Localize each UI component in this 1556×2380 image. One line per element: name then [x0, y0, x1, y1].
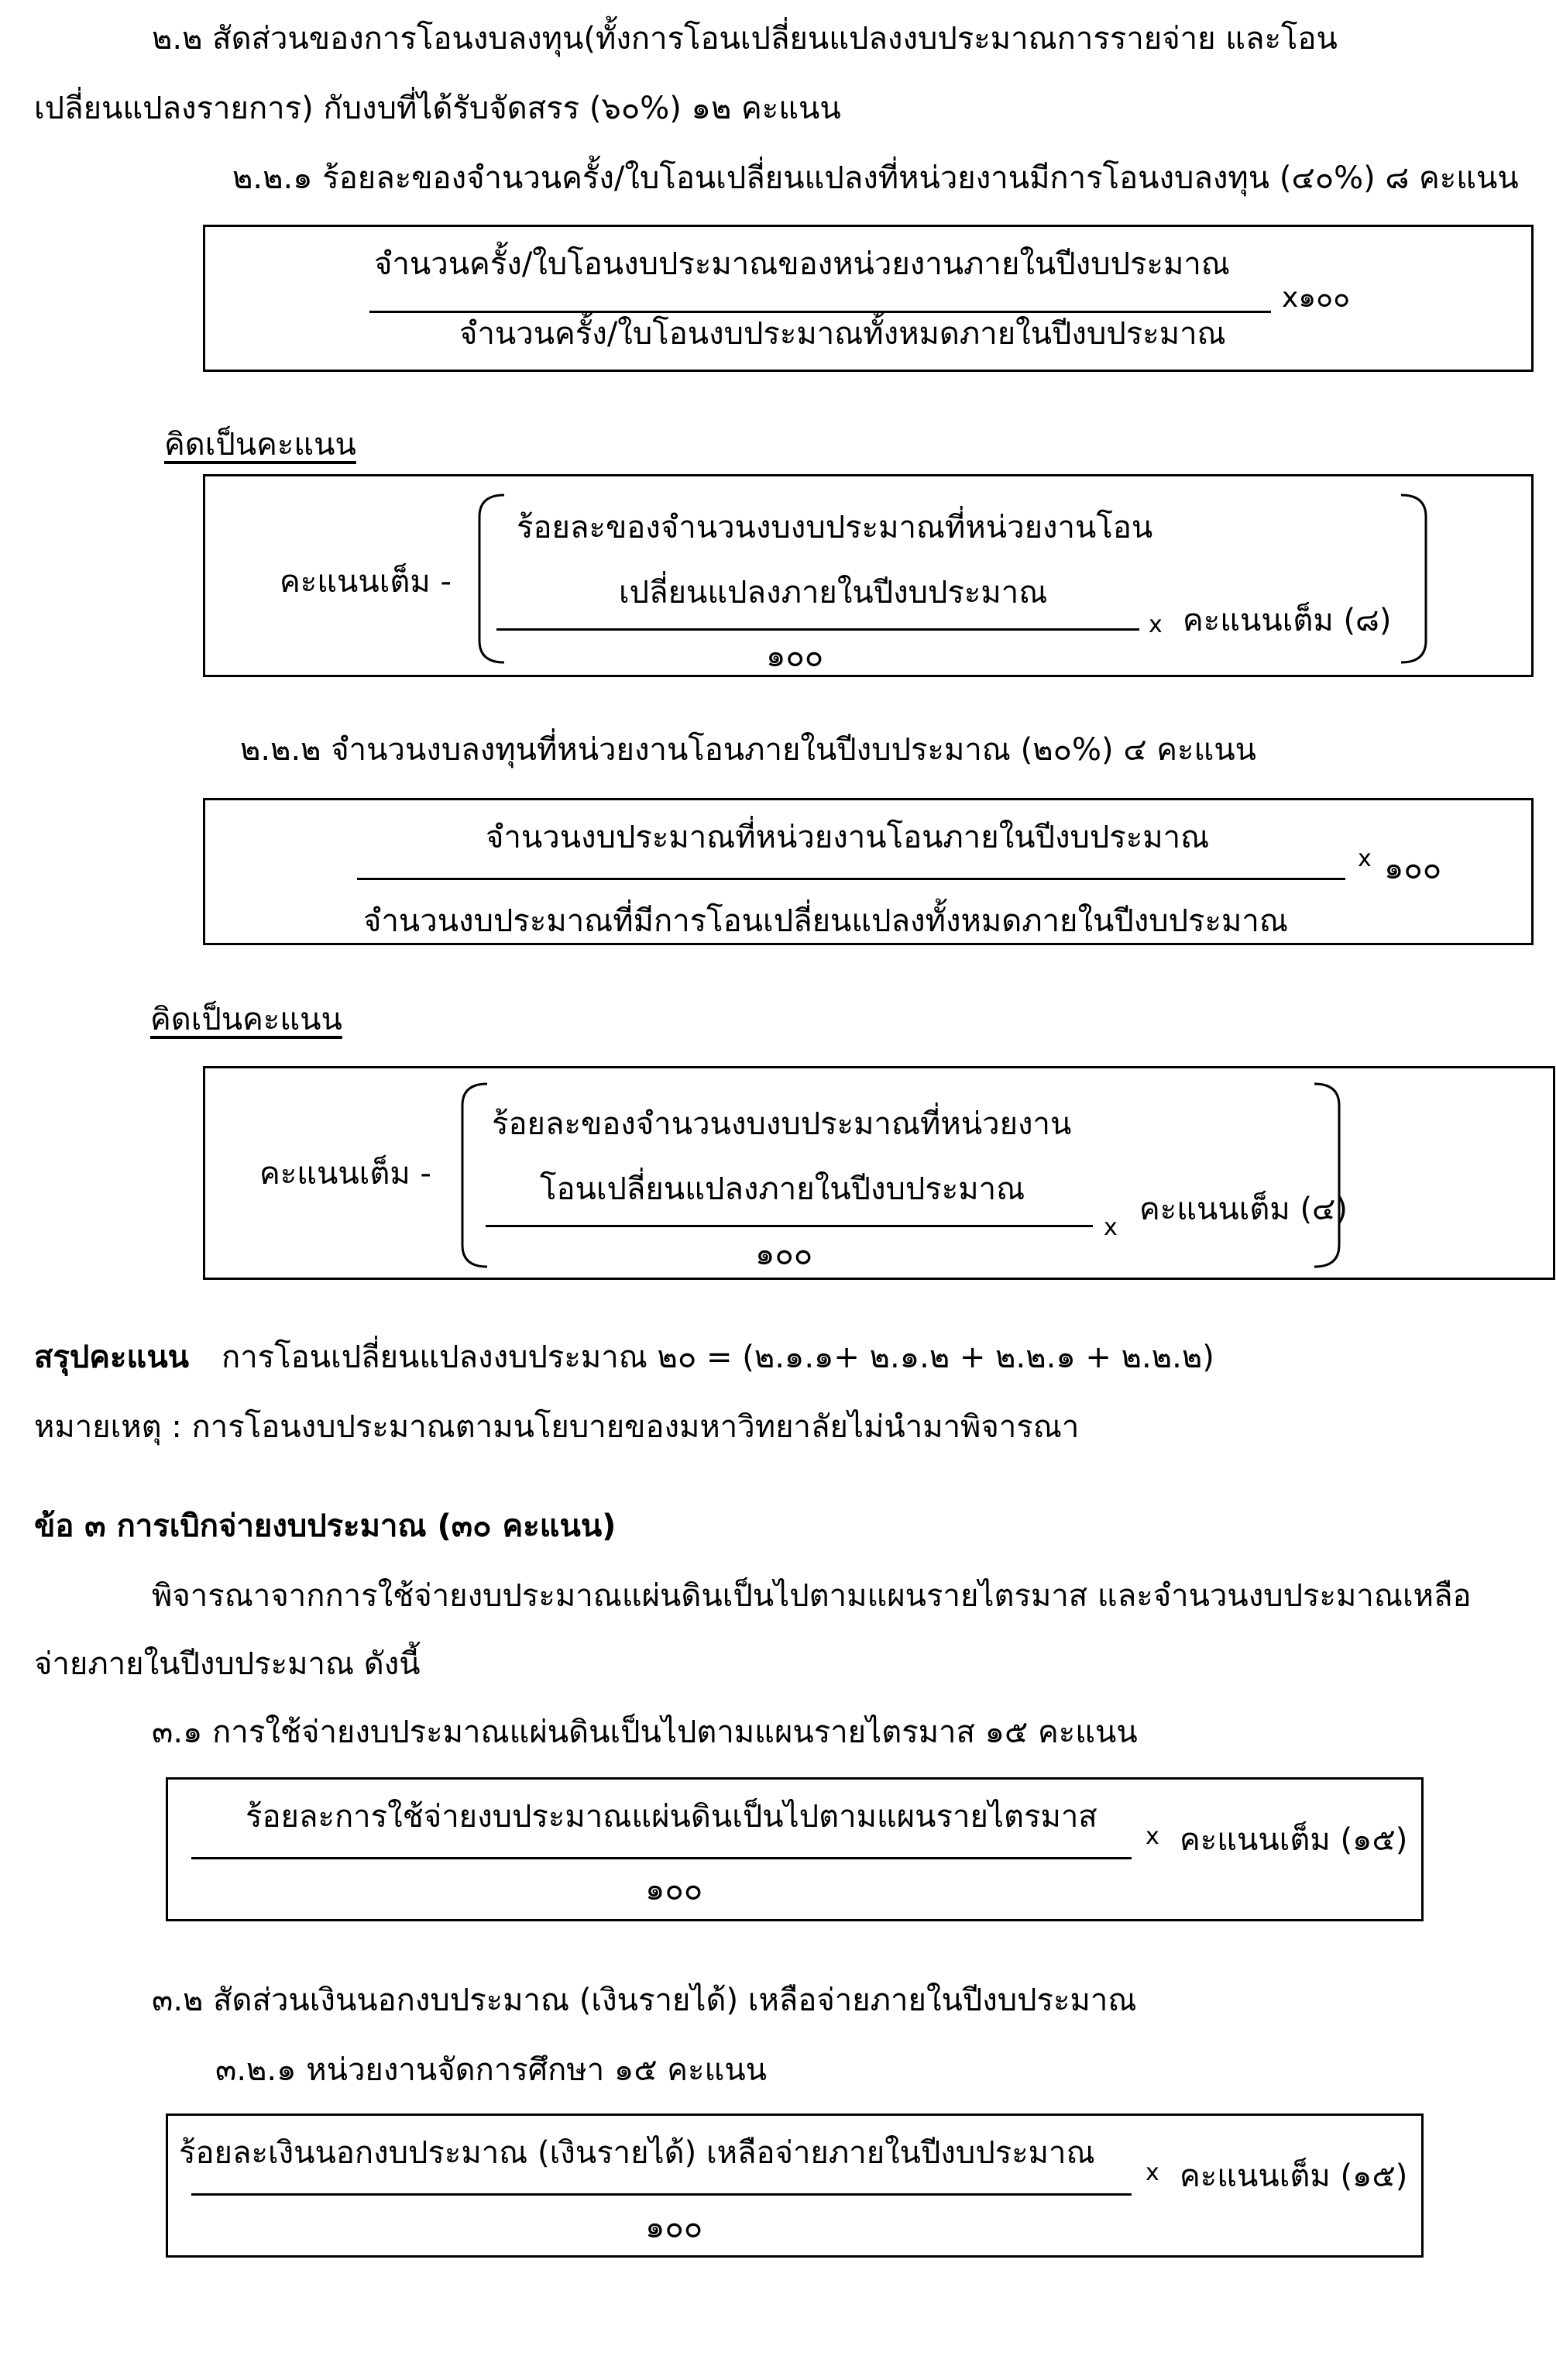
right-bracket: [1311, 1082, 1358, 1268]
left-bracket: [452, 1082, 490, 1268]
formula-box-3-2-1: [166, 2113, 1424, 2258]
score-box-2-2-2: [203, 1066, 1555, 1280]
section-3-2-1-heading: ๓.๒.๑ หน่วยงานจัดการศึกษา ๑๕ คะแนน: [215, 2052, 768, 2088]
times-sign: x: [1358, 845, 1372, 872]
formula-denominator: จำนวนงบประมาณที่มีการโอนเปลี่ยนแปลงทั้งหมดภายในปีงบประมาณ: [363, 903, 1288, 939]
formula-numerator: จำนวนงบประมาณที่หน่วยงานโอนภายในปีงบประมาณ: [486, 820, 1210, 855]
summary-note: หมายเหตุ : การโอนงบประมาณตามนโยบายของมหาวิทยาลัยไม่นำมาพิจารณา: [34, 1409, 1080, 1445]
formula-numerator: ร้อยละการใช้จ่ายงบประมาณแผ่นดินเป็นไปตามแผนรายไตรมาส: [246, 1799, 1097, 1835]
times-sign: x: [1146, 2159, 1159, 2186]
section-3-para-line2: จ่ายภายในปีงบประมาณ ดังนี้: [34, 1646, 421, 1682]
fraction-line: [191, 2193, 1132, 2196]
summary-text: การโอนเปลี่ยนแปลงงบประมาณ ๒๐ = (๒.๑.๑+ ๒.๑.๒ + ๒.๒.๑ + ๒.๒.๒): [222, 1340, 1214, 1375]
section-2-2-line2: เปลี่ยนแปลงรายการ) กับงบที่ได้รับจัดสรร (๖๐%) ๑๒ คะแนน: [34, 91, 841, 126]
section-2-2-line1: ๒.๒ สัดส่วนของการโอนงบลงทุน(ทั้งการโอนเปลี่ยนแปลงงบประมาณการรายจ่าย และโอน: [152, 21, 1338, 57]
score-times-full: คะแนนเต็ม (๘): [1183, 603, 1392, 638]
formula-hundred: ๑๐๐: [1384, 851, 1442, 886]
summary-label: สรุปคะแนน: [34, 1340, 189, 1375]
formula-denominator: จำนวนครั้ง/ใบโอนงบประมาณทั้งหมดภายในปีงบประมาณ: [459, 316, 1226, 352]
fraction-line: [496, 628, 1139, 631]
score-box-2-2-1: [203, 474, 1534, 677]
formula-box-2-2-1: [203, 225, 1534, 372]
section-2-2-1-heading: ๒.๒.๑ ร้อยละของจำนวนครั้ง/ใบโอนเปลี่ยนแปลงที่หน่วยงานมีการโอนงบลงทุน (๔๐%) ๘ คะแนน: [232, 160, 1519, 196]
score-label-2-2-1: คิดเป็นคะแนน: [164, 427, 356, 463]
score-numerator-line2: โอนเปลี่ยนแปลงภายในปีงบประมาณ: [540, 1171, 1025, 1207]
score-numerator-line1: ร้อยละของจำนวนงบงบประมาณที่หน่วยงาน: [492, 1106, 1072, 1142]
score-times-full: คะแนนเต็ม (๔): [1139, 1192, 1348, 1227]
fraction-line: [369, 311, 1271, 313]
score-numerator-line2: เปลี่ยนแปลงภายในปีงบประมาณ: [619, 575, 1048, 610]
score-numerator-line1: ร้อยละของจำนวนงบงบประมาณที่หน่วยงานโอน: [517, 510, 1153, 545]
section-3-para-line1: พิจารณาจากการใช้จ่ายงบประมาณแผ่นดินเป็นไปตามแผนรายไตรมาส และจำนวนงบประมาณเหลือ: [152, 1578, 1472, 1614]
times-sign: x: [1104, 1214, 1118, 1241]
section-2-2-2-heading: ๒.๒.๒ จำนวนงบลงทุนที่หน่วยงานโอนภายในปีงบประมาณ (๒๐%) ๔ คะแนน: [240, 732, 1257, 768]
formula-denominator: ๑๐๐: [645, 1872, 703, 1907]
right-bracket: [1398, 494, 1444, 664]
formula-box-3-1: [166, 1777, 1424, 1921]
section-3-2-heading: ๓.๒ สัดส่วนเงินนอกงบประมาณ (เงินรายได้) เหลือจ่ายภายในปีงบประมาณ: [152, 1983, 1137, 2018]
formula-box-2-2-2: [203, 798, 1534, 945]
formula-times-full: คะแนนเต็ม (๑๕): [1180, 1822, 1408, 1858]
formula-times-full: คะแนนเต็ม (๑๕): [1180, 2158, 1408, 2194]
formula-numerator: ร้อยละเงินนอกงบประมาณ (เงินรายได้) เหลือจ่ายภายในปีงบประมาณ: [179, 2135, 1095, 2171]
left-bracket: [469, 494, 507, 664]
fraction-line: [191, 1857, 1132, 1859]
full-score-minus: คะแนนเต็ม -: [280, 564, 452, 600]
formula-denominator: ๑๐๐: [645, 2210, 703, 2245]
fraction-line: [357, 878, 1345, 880]
formula-numerator: จำนวนครั้ง/ใบโอนงบประมาณของหน่วยงานภายในปีงบประมาณ: [374, 246, 1230, 282]
full-score-minus: คะแนนเต็ม -: [259, 1156, 431, 1192]
score-label-2-2-2: คิดเป็นคะแนน: [150, 1002, 342, 1037]
times-sign: x: [1149, 611, 1163, 638]
fraction-line: [486, 1225, 1093, 1227]
times-sign: x: [1146, 1823, 1159, 1850]
section-3-1-heading: ๓.๑ การใช้จ่ายงบประมาณแผ่นดินเป็นไปตามแผนรายไตรมาส ๑๕ คะแนน: [152, 1714, 1138, 1750]
section-3-heading: ข้อ ๓ การเบิกจ่ายงบประมาณ (๓๐ คะแนน): [34, 1508, 617, 1544]
formula-multiplier: x๑๐๐: [1282, 282, 1351, 314]
score-denominator: ๑๐๐: [755, 1236, 813, 1272]
score-denominator: ๑๐๐: [766, 638, 824, 674]
